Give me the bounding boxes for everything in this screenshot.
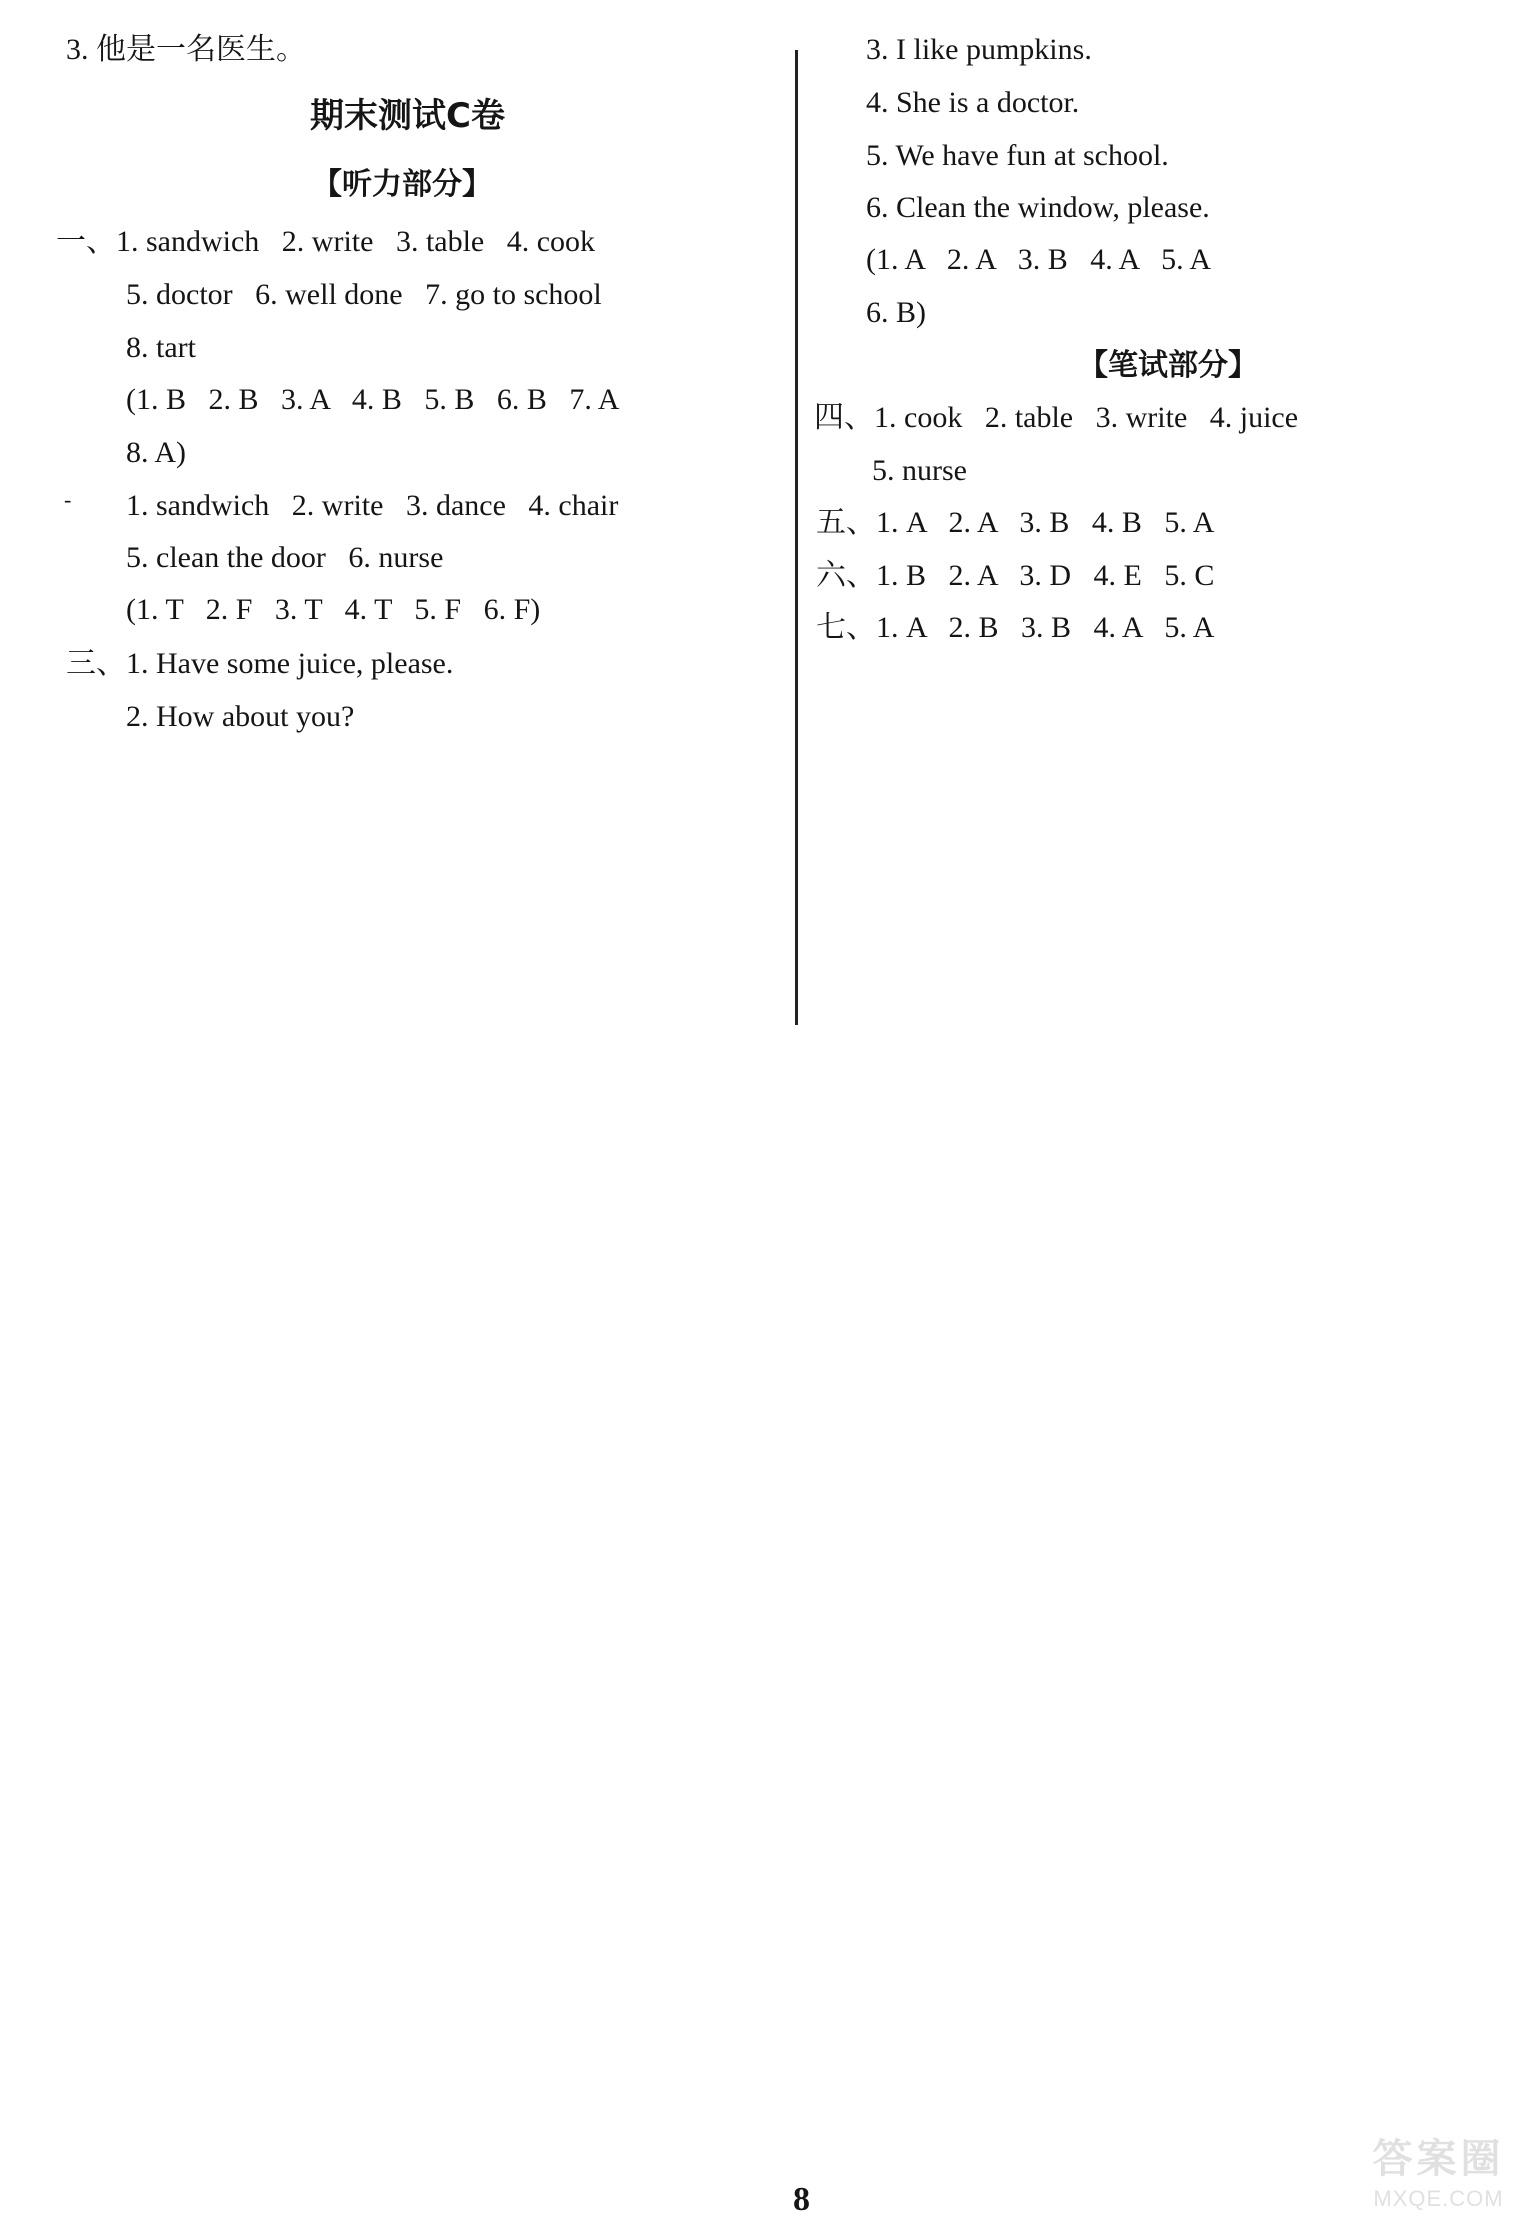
watermark-text: 答案圈 — [1372, 2136, 1505, 2182]
answer-line: 5. We have fun at school. — [866, 139, 1169, 172]
section-heading-listening: 【听力部分】 — [312, 167, 492, 202]
answer-line: 5. doctor 6. well done 7. go to school — [126, 278, 602, 311]
watermark-logo — [1351, 2135, 1526, 2215]
answer-line: (1. B 2. B 3. A 4. B 5. B 6. B 7. A — [126, 383, 620, 416]
answer-line: (1. T 2. F 3. T 4. T 5. F 6. F) — [126, 593, 541, 626]
answer-line: 3. I like pumpkins. — [866, 33, 1092, 66]
watermark-url: MXQE.COM — [1373, 2186, 1504, 2211]
answer-line: 七、1. A 2. B 3. B 4. A 5. A — [816, 611, 1215, 644]
answer-line: (1. A 2. A 3. B 4. A 5. A — [866, 243, 1212, 276]
answer-line: 六、1. B 2. A 3. D 4. E 5. C — [816, 559, 1215, 592]
answer-line: 四、1. cook 2. table 3. write 4. juice — [814, 401, 1299, 434]
answer-line: 1. sandwich 2. write 3. dance 4. chair — [126, 489, 619, 522]
answer-line: 一、1. sandwich 2. write 3. table 4. cook — [56, 225, 596, 258]
question-marker: - — [64, 487, 72, 512]
page-number: 8 — [793, 2181, 810, 2218]
answer-line: 4. She is a doctor. — [866, 86, 1080, 119]
answer-line: 5. nurse — [872, 454, 967, 487]
column-divider — [795, 50, 798, 1025]
answer-line: 6. B) — [866, 296, 926, 329]
answer-line: 8. tart — [126, 331, 196, 364]
answer-line: 3. 他是一名医生。 — [66, 33, 306, 66]
answer-line: 三、1. Have some juice, please. — [66, 647, 454, 680]
answer-line: 6. Clean the window, please. — [866, 191, 1210, 224]
section-heading-written: 【笔试部分】 — [1078, 348, 1258, 383]
answer-line: 五、1. A 2. A 3. B 4. B 5. A — [816, 506, 1215, 539]
answer-line: 8. A) — [126, 436, 186, 469]
answer-line: 2. How about you? — [126, 700, 355, 733]
page-title: 期末测试C卷 — [310, 96, 505, 136]
answer-line: 5. clean the door 6. nurse — [126, 541, 444, 574]
